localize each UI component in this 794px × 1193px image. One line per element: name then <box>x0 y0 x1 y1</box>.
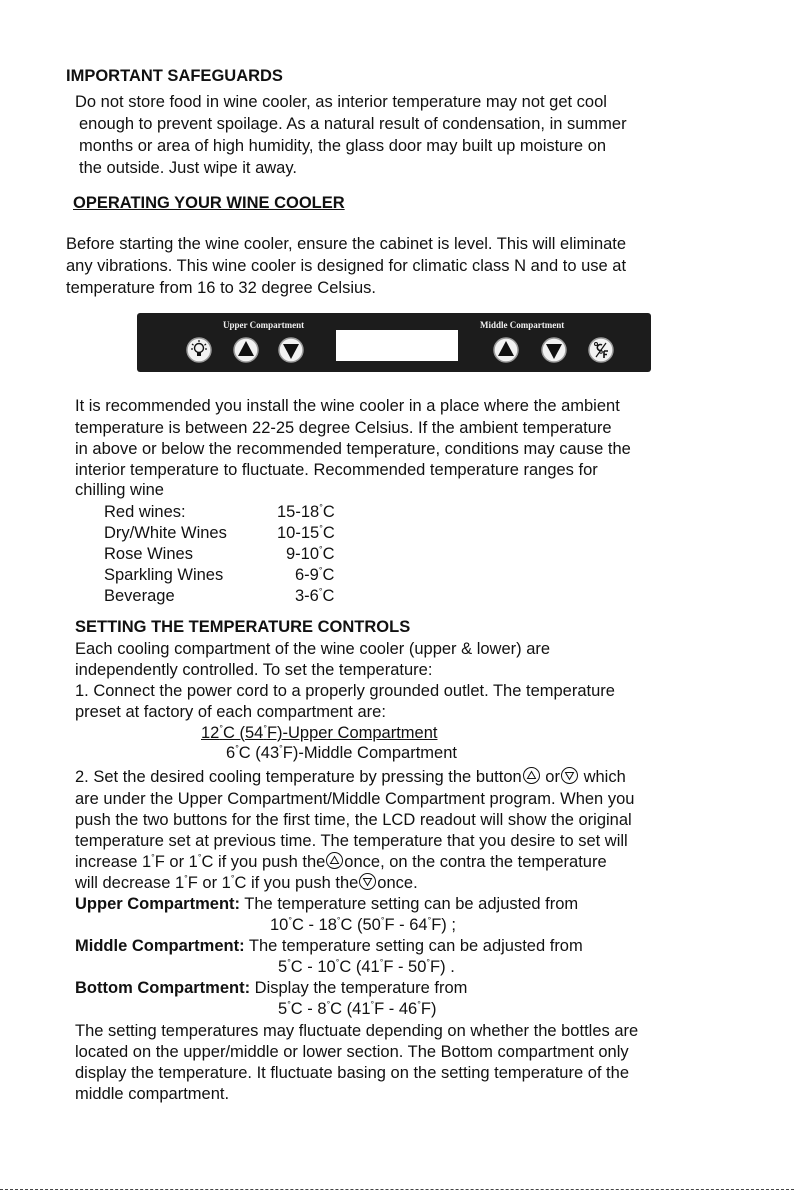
recommend-line-4: interior temperature to fluctuate. Recommended temperature ranges for <box>75 461 598 479</box>
closing-line-2: located on the upper/middle or lower section. The Bottom compartment only <box>75 1043 629 1061</box>
recommend-line-1: It is recommended you install the wine cooler in a place where the ambient <box>75 397 620 415</box>
step2-line-1: 2. Set the desired cooling temperature by pressing the button or which <box>75 768 626 786</box>
safeguards-title: IMPORTANT SAFEGUARDS <box>66 67 283 85</box>
upper-down-icon <box>277 336 305 364</box>
upper-compartment-setting: Upper Compartment: The temperature setting can be adjusted from <box>75 895 579 913</box>
light-icon <box>185 336 213 364</box>
safeguards-line-4: the outside. Just wipe it away. <box>79 159 297 177</box>
operating-title: OPERATING YOUR WINE COOLER <box>73 194 345 212</box>
wine-range: 10-15°C <box>277 523 335 542</box>
preset-middle: 6°C (43°F)-Middle Compartment <box>226 743 457 762</box>
up-button-icon <box>523 767 540 784</box>
down-button-icon <box>561 767 578 784</box>
controls-intro-4: preset at factory of each compartment are: <box>75 703 386 721</box>
middle-compartment-range: 5°C - 10°C (41°F - 50°F) . <box>278 957 455 976</box>
bottom-compartment-setting: Bottom Compartment: Display the temperature from <box>75 979 468 997</box>
wine-range: 3-6°C <box>295 586 335 605</box>
wine-name: Red wines: <box>104 503 186 521</box>
safeguards-line-1: Do not store food in wine cooler, as interior temperature may not get cool <box>75 93 607 111</box>
controls-intro-2: independently controlled. To set the temperature: <box>75 661 433 679</box>
bottom-compartment-range: 5°C - 8°C (41°F - 46°F) <box>278 999 437 1018</box>
operating-line-1: Before starting the wine cooler, ensure the cabinet is level. This will eliminate <box>66 235 627 253</box>
operating-line-2: any vibrations. This wine cooler is designed for climatic class N and to use at <box>66 257 627 275</box>
wine-name: Rose Wines <box>104 545 193 563</box>
recommend-line-3: in above or below the recommended temperature, conditions may cause the <box>75 440 631 458</box>
controls-title: SETTING THE TEMPERATURE CONTROLS <box>75 618 411 636</box>
wine-name: Dry/White Wines <box>104 524 227 542</box>
wine-range: 9-10°C <box>286 544 335 563</box>
celsius-fahrenheit-icon <box>587 336 615 364</box>
page-edge-rule <box>0 1189 794 1190</box>
controls-intro-1: Each cooling compartment of the wine cooler (upper & lower) are <box>75 640 551 658</box>
preset-upper: 12°C (54°F)-Upper Compartment <box>201 723 438 742</box>
controls-intro-3: 1. Connect the power cord to a properly grounded outlet. The temperature <box>75 682 615 700</box>
wine-range: 6-9°C <box>295 565 335 584</box>
upper-compartment-label: Upper Compartment <box>223 320 305 330</box>
recommend-line-5: chilling wine <box>75 481 164 499</box>
upper-up-icon <box>232 336 260 364</box>
wine-name: Beverage <box>104 587 175 605</box>
lcd-display <box>336 330 458 361</box>
recommend-line-2: temperature is between 22-25 degree Celsius. If the ambient temperature <box>75 419 612 437</box>
closing-line-1: The setting temperatures may fluctuate depending on whether the bottles are <box>75 1022 639 1040</box>
upper-compartment-range: 10°C - 18°C (50°F - 64°F) ; <box>270 915 456 934</box>
up-button-icon <box>326 852 343 869</box>
step2-line-4: temperature set at previous time. The temperature that you desire to set will <box>75 832 628 850</box>
step2-line-6: will decrease 1°F or 1°C if you push the once. <box>75 873 418 892</box>
closing-line-3: display the temperature. It fluctuate basing on the setting temperature of the <box>75 1064 629 1082</box>
middle-down-icon <box>540 336 568 364</box>
wine-name: Sparkling Wines <box>104 566 224 584</box>
down-button-icon <box>359 873 376 890</box>
operating-line-3: temperature from 16 to 32 degree Celsius. <box>66 279 376 297</box>
middle-compartment-label: Middle Compartment <box>480 320 565 330</box>
step2-line-3: push the two buttons for the first time, the LCD readout will show the original <box>75 811 632 829</box>
step2-line-5: increase 1°F or 1°C if you push the once, on the contra the temperature <box>75 852 607 871</box>
wine-range: 15-18°C <box>277 502 335 521</box>
middle-up-icon <box>492 336 520 364</box>
closing-line-4: middle compartment. <box>75 1085 230 1103</box>
middle-compartment-setting: Middle Compartment: The temperature setting can be adjusted from <box>75 937 583 955</box>
control-panel-illustration <box>137 313 651 372</box>
safeguards-line-3: months or area of high humidity, the glass door may built up moisture on <box>79 137 607 155</box>
safeguards-line-2: enough to prevent spoilage. As a natural result of condensation, in summer <box>79 115 627 133</box>
step2-line-2: are under the Upper Compartment/Middle Compartment program. When you <box>75 790 635 808</box>
